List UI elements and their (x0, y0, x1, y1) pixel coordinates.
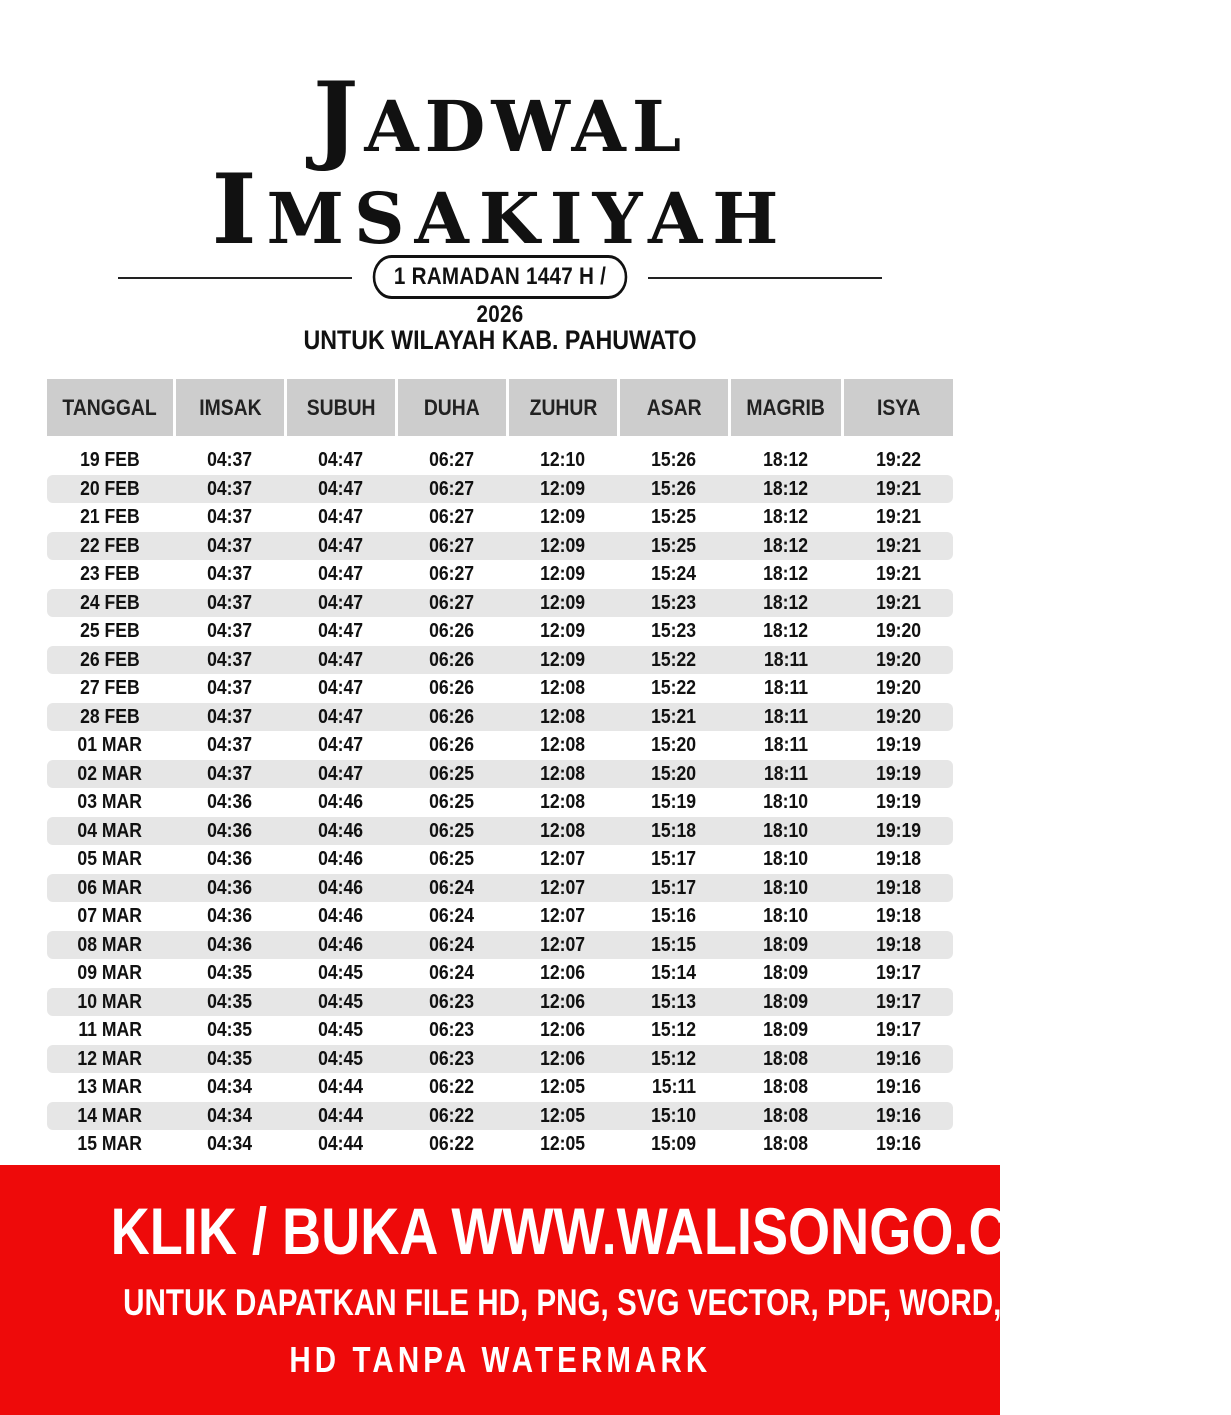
cell-asar: 15:13 (651, 990, 697, 1013)
cell-subuh: 04:47 (318, 705, 364, 728)
divider-right (648, 277, 882, 279)
cell-subuh: 04:47 (318, 734, 364, 756)
column-header-duha: DUHA (398, 379, 506, 436)
table-row (47, 1102, 953, 1131)
cell-subuh: 04:46 (318, 905, 364, 927)
cell-isya: 19:18 (875, 905, 922, 927)
cell-imsak: 04:37 (207, 648, 253, 671)
cell-date: 14 MAR (77, 1104, 143, 1127)
cell-subuh: 04:44 (318, 1104, 364, 1127)
cell-asar: 15:09 (651, 1133, 697, 1155)
cell-zuhur: 12:05 (540, 1133, 586, 1155)
column-header-isya: ISYA (844, 379, 953, 436)
cell-imsak: 04:37 (207, 477, 253, 500)
cell-magrib: 18:12 (763, 620, 809, 642)
cell-zuhur: 12:09 (540, 620, 586, 642)
cell-imsak: 04:37 (207, 705, 253, 728)
cell-magrib: 18:12 (763, 449, 809, 471)
table-row (47, 731, 953, 760)
cell-isya: 19:21 (875, 506, 922, 528)
cell-subuh: 04:47 (318, 677, 364, 699)
cell-isya: 19:16 (875, 1047, 922, 1070)
table-row (47, 560, 953, 589)
column-header-zuhur: ZUHUR (509, 379, 617, 436)
cell-zuhur: 12:07 (540, 876, 586, 899)
cell-isya: 19:21 (875, 477, 922, 500)
cell-zuhur: 12:07 (540, 933, 586, 956)
cell-magrib: 18:12 (763, 563, 809, 585)
cell-asar: 15:16 (651, 905, 697, 927)
cell-zuhur: 12:09 (540, 648, 586, 671)
cell-magrib: 18:10 (763, 848, 809, 870)
cell-imsak: 04:37 (207, 620, 253, 642)
cell-zuhur: 12:09 (540, 591, 586, 614)
table-body (47, 446, 953, 1159)
cell-zuhur: 12:08 (540, 791, 586, 813)
cell-duha: 06:22 (429, 1133, 475, 1155)
cell-imsak: 04:36 (207, 791, 253, 813)
cell-duha: 06:22 (429, 1076, 475, 1098)
cell-asar: 15:24 (651, 563, 697, 585)
cell-duha: 06:23 (429, 1019, 475, 1041)
cell-magrib: 18:10 (763, 791, 809, 813)
cell-subuh: 04:46 (318, 791, 364, 813)
cell-isya: 19:16 (875, 1133, 922, 1155)
cell-magrib: 18:11 (763, 648, 809, 671)
table-row (47, 988, 953, 1017)
cell-date: 13 MAR (77, 1076, 143, 1098)
column-header-subuh: SUBUH (287, 379, 395, 436)
table-row (47, 874, 953, 903)
cell-isya: 19:18 (875, 848, 922, 870)
cell-asar: 15:11 (651, 1076, 697, 1098)
cell-zuhur: 12:07 (540, 905, 586, 927)
cell-imsak: 04:37 (207, 506, 253, 528)
cell-subuh: 04:47 (318, 449, 364, 471)
table-row (47, 788, 953, 817)
cell-magrib: 18:12 (763, 477, 809, 500)
cell-imsak: 04:35 (207, 962, 253, 984)
column-header-date: TANGGAL (47, 379, 173, 436)
title-line-1-rest: ADWAL (364, 85, 688, 168)
cell-imsak: 04:34 (207, 1076, 253, 1098)
table-header (47, 379, 953, 436)
table-row (47, 1016, 953, 1045)
cell-duha: 06:25 (429, 819, 475, 842)
banner-headline: KLIK / BUKA WWW.WALISONGO.CO.ID (110, 1194, 1119, 1268)
cell-asar: 15:19 (651, 791, 697, 813)
cell-isya: 19:21 (875, 563, 922, 585)
promo-banner (0, 1165, 1119, 1415)
cell-magrib: 18:11 (763, 762, 809, 785)
cell-isya: 19:20 (875, 648, 922, 671)
cell-date: 09 MAR (77, 962, 143, 984)
column-header-imsak: IMSAK (176, 379, 284, 436)
cell-imsak: 04:37 (207, 734, 253, 756)
cell-isya: 19:19 (875, 791, 922, 813)
cell-date: 07 MAR (77, 905, 143, 927)
cell-isya: 19:22 (875, 449, 922, 471)
cell-zuhur: 12:09 (540, 506, 586, 528)
cell-imsak: 04:37 (207, 563, 253, 585)
cell-zuhur: 12:06 (540, 1019, 586, 1041)
table-row (47, 1130, 953, 1159)
cell-imsak: 04:37 (207, 677, 253, 699)
cell-zuhur: 12:06 (540, 1047, 586, 1070)
cell-isya: 19:17 (875, 1019, 922, 1041)
cell-date: 01 MAR (77, 734, 143, 756)
cell-asar: 15:23 (651, 620, 697, 642)
cell-duha: 06:24 (429, 962, 475, 984)
cell-isya: 19:19 (875, 734, 922, 756)
cell-magrib: 18:11 (763, 677, 809, 699)
cell-date: 08 MAR (77, 933, 143, 956)
cell-subuh: 04:47 (318, 563, 364, 585)
cell-date: 23 FEB (80, 563, 140, 585)
cell-zuhur: 12:06 (540, 962, 586, 984)
cell-isya: 19:17 (875, 990, 922, 1013)
cell-duha: 06:27 (429, 449, 475, 471)
cell-magrib: 18:09 (763, 933, 809, 956)
cell-subuh: 04:46 (318, 876, 364, 899)
cell-isya: 19:19 (875, 762, 922, 785)
cell-zuhur: 12:08 (540, 705, 586, 728)
cell-duha: 06:27 (429, 563, 475, 585)
cell-zuhur: 12:06 (540, 990, 586, 1013)
cell-asar: 15:22 (651, 648, 697, 671)
cell-duha: 06:26 (429, 677, 475, 699)
cell-zuhur: 12:09 (540, 477, 586, 500)
cell-magrib: 18:08 (763, 1133, 809, 1155)
table-row (47, 646, 953, 675)
cell-zuhur: 12:08 (540, 762, 586, 785)
cell-duha: 06:27 (429, 534, 475, 557)
cell-imsak: 04:37 (207, 534, 253, 557)
period-badge: 1 RAMADAN 1447 H / 2026 (373, 255, 628, 299)
cell-magrib: 18:08 (763, 1047, 809, 1070)
cell-zuhur: 12:07 (540, 848, 586, 870)
cell-asar: 15:26 (651, 477, 697, 500)
cell-isya: 19:20 (875, 620, 922, 642)
cell-imsak: 04:34 (207, 1133, 253, 1155)
cell-isya: 19:18 (875, 876, 922, 899)
cell-subuh: 04:44 (318, 1133, 364, 1155)
cell-zuhur: 12:09 (540, 563, 586, 585)
cell-asar: 15:26 (651, 449, 697, 471)
banner-note: HD TANPA WATERMARK (289, 1339, 711, 1380)
cell-date: 19 FEB (80, 449, 140, 471)
cell-subuh: 04:45 (318, 990, 364, 1013)
cell-duha: 06:24 (429, 876, 475, 899)
table-row (47, 902, 953, 931)
table-row (47, 674, 953, 703)
cell-imsak: 04:36 (207, 819, 253, 842)
cell-isya: 19:16 (875, 1104, 922, 1127)
cell-subuh: 04:47 (318, 620, 364, 642)
cell-magrib: 18:12 (763, 591, 809, 614)
cell-subuh: 04:46 (318, 819, 364, 842)
cell-asar: 15:23 (651, 591, 697, 614)
table-row (47, 959, 953, 988)
cell-duha: 06:26 (429, 705, 475, 728)
cell-zuhur: 12:05 (540, 1076, 586, 1098)
cell-asar: 15:22 (651, 677, 697, 699)
cell-zuhur: 12:09 (540, 534, 586, 557)
table-row (47, 703, 953, 732)
cell-subuh: 04:46 (318, 933, 364, 956)
cell-isya: 19:19 (875, 819, 922, 842)
cell-asar: 15:10 (651, 1104, 697, 1127)
cell-subuh: 04:44 (318, 1076, 364, 1098)
cell-zuhur: 12:08 (540, 819, 586, 842)
title-line-1-initial: J (312, 61, 365, 174)
cell-asar: 15:20 (651, 762, 697, 785)
cell-duha: 06:24 (429, 905, 475, 927)
cell-date: 12 MAR (77, 1047, 143, 1070)
cell-imsak: 04:36 (207, 905, 253, 927)
cell-date: 05 MAR (77, 848, 143, 870)
cell-subuh: 04:45 (318, 1019, 364, 1041)
cell-date: 03 MAR (77, 791, 143, 813)
cell-asar: 15:25 (651, 506, 697, 528)
cell-subuh: 04:47 (318, 591, 364, 614)
cell-date: 28 FEB (80, 705, 140, 728)
cell-imsak: 04:35 (207, 990, 253, 1013)
cell-asar: 15:25 (651, 534, 697, 557)
cell-date: 27 FEB (80, 677, 140, 699)
cell-asar: 15:17 (651, 848, 697, 870)
cell-asar: 15:12 (651, 1019, 697, 1041)
column-header-asar: ASAR (620, 379, 728, 436)
cell-imsak: 04:36 (207, 876, 253, 899)
cell-date: 24 FEB (80, 591, 140, 614)
cell-date: 11 MAR (78, 1019, 142, 1041)
cell-magrib: 18:12 (763, 506, 809, 528)
cell-date: 25 FEB (80, 620, 140, 642)
table-row (47, 1073, 953, 1102)
title-line-2-initial: I (211, 153, 267, 266)
cell-subuh: 04:47 (318, 648, 364, 671)
cell-subuh: 04:47 (318, 762, 364, 785)
cell-date: 21 FEB (80, 506, 140, 528)
cell-magrib: 18:10 (763, 876, 809, 899)
column-header-magrib: MAGRIB (731, 379, 841, 436)
cell-subuh: 04:47 (318, 477, 364, 500)
cell-subuh: 04:47 (318, 506, 364, 528)
cell-duha: 06:26 (429, 620, 475, 642)
cell-asar: 15:12 (651, 1047, 697, 1070)
cell-imsak: 04:34 (207, 1104, 253, 1127)
cell-imsak: 04:37 (207, 591, 253, 614)
cell-magrib: 18:11 (763, 734, 809, 756)
table-row (47, 503, 953, 532)
title-line-2 (0, 153, 1000, 269)
cell-asar: 15:17 (651, 876, 697, 899)
table-row (47, 760, 953, 789)
cell-isya: 19:18 (875, 933, 922, 956)
table-row (47, 1045, 953, 1074)
cell-asar: 15:20 (651, 734, 697, 756)
cell-asar: 15:15 (651, 933, 697, 956)
table-row (47, 845, 953, 874)
cell-duha: 06:24 (429, 933, 475, 956)
cell-subuh: 04:47 (318, 534, 364, 557)
cell-magrib: 18:08 (763, 1076, 809, 1098)
cell-subuh: 04:45 (318, 962, 364, 984)
cell-imsak: 04:37 (207, 449, 253, 471)
cell-date: 20 FEB (80, 477, 140, 500)
cell-imsak: 04:35 (207, 1019, 253, 1041)
cell-duha: 06:25 (429, 762, 475, 785)
cell-zuhur: 12:10 (540, 449, 586, 471)
cell-imsak: 04:36 (207, 933, 253, 956)
cell-duha: 06:27 (429, 506, 475, 528)
cell-duha: 06:27 (429, 591, 475, 614)
cell-date: 04 MAR (77, 819, 143, 842)
cell-magrib: 18:09 (763, 1019, 809, 1041)
cell-imsak: 04:35 (207, 1047, 253, 1070)
cell-date: 10 MAR (77, 990, 143, 1013)
table-row (47, 589, 953, 618)
cell-magrib: 18:08 (763, 1104, 809, 1127)
cell-asar: 15:14 (651, 962, 697, 984)
cell-duha: 06:27 (429, 477, 475, 500)
cell-duha: 06:25 (429, 848, 475, 870)
divider-left (118, 277, 352, 279)
cell-subuh: 04:45 (318, 1047, 364, 1070)
cell-duha: 06:26 (429, 648, 475, 671)
table-row (47, 532, 953, 561)
cell-imsak: 04:37 (207, 762, 253, 785)
cell-magrib: 18:09 (763, 990, 809, 1013)
banner-subline: UNTUK DAPATKAN FILE HD, PNG, SVG VECTOR, PDF, WORD, EXCEL (123, 1282, 1109, 1323)
cell-isya: 19:20 (875, 677, 922, 699)
cell-duha: 06:22 (429, 1104, 475, 1127)
cell-date: 02 MAR (77, 762, 143, 785)
cell-asar: 15:21 (651, 705, 697, 728)
title-line-2-rest: MSAKIYAH (266, 177, 789, 260)
cell-magrib: 18:10 (763, 905, 809, 927)
cell-subuh: 04:46 (318, 848, 364, 870)
cell-duha: 06:23 (429, 990, 475, 1013)
cell-imsak: 04:36 (207, 848, 253, 870)
cell-date: 22 FEB (80, 534, 140, 557)
cell-duha: 06:25 (429, 791, 475, 813)
table-row (47, 817, 953, 846)
cell-zuhur: 12:05 (540, 1104, 586, 1127)
table-row (47, 617, 953, 646)
table-row (47, 446, 953, 475)
schedule-table (47, 379, 953, 1155)
cell-magrib: 18:10 (763, 819, 809, 842)
cell-isya: 19:17 (875, 962, 922, 984)
cell-magrib: 18:11 (763, 705, 809, 728)
cell-isya: 19:16 (875, 1076, 922, 1098)
region-subtitle: UNTUK WILAYAH KAB. PAHUWATO (303, 325, 697, 355)
cell-magrib: 18:09 (763, 962, 809, 984)
cell-date: 15 MAR (77, 1133, 143, 1155)
cell-zuhur: 12:08 (540, 734, 586, 756)
cell-isya: 19:20 (875, 705, 922, 728)
cell-date: 06 MAR (77, 876, 143, 899)
cell-magrib: 18:12 (763, 534, 809, 557)
table-row (47, 475, 953, 504)
cell-isya: 19:21 (875, 591, 922, 614)
cell-date: 26 FEB (80, 648, 140, 671)
cell-duha: 06:23 (429, 1047, 475, 1070)
cell-isya: 19:21 (875, 534, 922, 557)
cell-duha: 06:26 (429, 734, 475, 756)
cell-asar: 15:18 (651, 819, 697, 842)
table-row (47, 931, 953, 960)
cell-zuhur: 12:08 (540, 677, 586, 699)
